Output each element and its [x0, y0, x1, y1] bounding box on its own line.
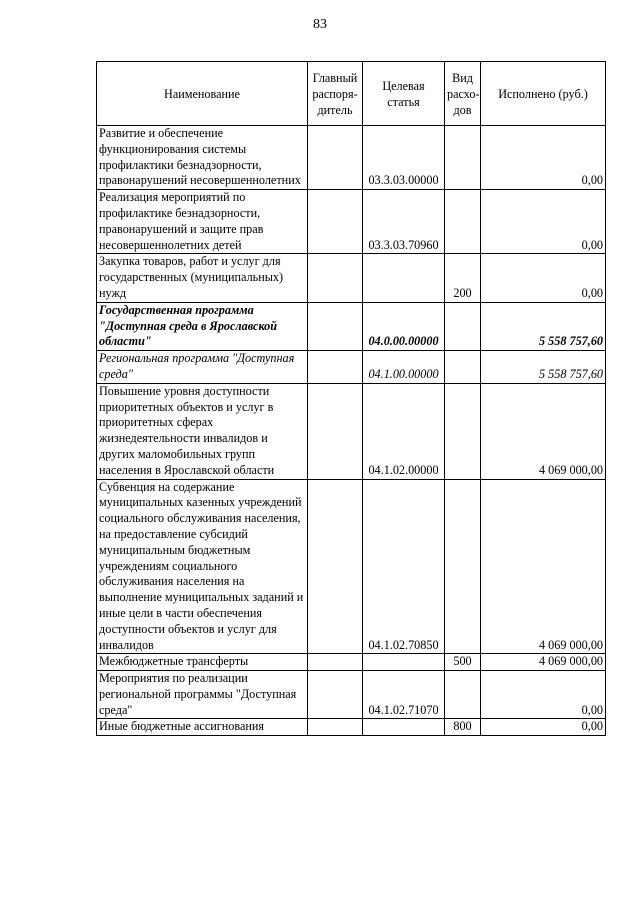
budget-table — [96, 61, 606, 736]
row-target-article: 03.3.03.00000 — [363, 126, 445, 190]
row-executed: 5 558 757,60 — [481, 302, 606, 350]
row-target-article — [363, 654, 445, 671]
row-name: Реализация мероприятий по профилактике безнадзорности, правонарушений и защите прав несовершеннолетних детей — [97, 190, 308, 254]
row-target-article: 04.0.00.00000 — [363, 302, 445, 350]
header-row — [97, 62, 606, 126]
row-executed: 4 069 000,00 — [481, 479, 606, 654]
row-expense-type — [445, 126, 481, 190]
row-name: Региональная программа "Доступная среда" — [97, 351, 308, 384]
row-target-article — [363, 719, 445, 736]
table-row — [97, 654, 606, 671]
table-row — [97, 479, 606, 654]
row-chief-manager — [308, 479, 363, 654]
row-executed: 0,00 — [481, 126, 606, 190]
row-executed: 0,00 — [481, 719, 606, 736]
row-target-article: 04.1.02.00000 — [363, 383, 445, 479]
table-row — [97, 719, 606, 736]
row-name: Государственная программа "Доступная среда в Ярославской области" — [97, 302, 308, 350]
row-executed: 5 558 757,60 — [481, 351, 606, 384]
row-name: Субвенция на содержание муниципальных казенных учреждений социального обслуживания населения, на предоставление субсидий муниципальным бюджетным учреждениям социального обслуживания населения на выполнение муниципальных заданий и иные цели в части обеспечения доступности объектов и услуг для инвалидов — [97, 479, 308, 654]
row-executed: 4 069 000,00 — [481, 383, 606, 479]
row-chief-manager — [308, 351, 363, 384]
row-target-article: 04.1.02.71070 — [363, 671, 445, 719]
header-executed: Исполнено (руб.) — [481, 62, 606, 126]
row-chief-manager — [308, 126, 363, 190]
header-name: Наименование — [97, 62, 308, 126]
row-name: Межбюджетные трансферты — [97, 654, 308, 671]
header-chief-manager: Главный распоря-дитель — [308, 62, 363, 126]
row-expense-type — [445, 479, 481, 654]
table-row — [97, 254, 606, 302]
row-expense-type — [445, 190, 481, 254]
row-expense-type: 800 — [445, 719, 481, 736]
row-name: Закупка товаров, работ и услуг для государственных (муниципальных) нужд — [97, 254, 308, 302]
table-row — [97, 671, 606, 719]
row-name: Иные бюджетные ассигнования — [97, 719, 308, 736]
page-number: 83 — [313, 17, 327, 32]
header-target-article: Целевая статья — [363, 62, 445, 126]
row-chief-manager — [308, 654, 363, 671]
row-expense-type: 200 — [445, 254, 481, 302]
row-executed: 0,00 — [481, 671, 606, 719]
row-name: Развитие и обеспечение функционирования системы профилактики безнадзорности, правонарушений несовершеннолетних — [97, 126, 308, 190]
row-chief-manager — [308, 190, 363, 254]
row-chief-manager — [308, 719, 363, 736]
row-target-article — [363, 254, 445, 302]
table-row — [97, 351, 606, 384]
row-executed: 0,00 — [481, 254, 606, 302]
row-chief-manager — [308, 671, 363, 719]
table-row — [97, 302, 606, 350]
row-chief-manager — [308, 254, 363, 302]
row-expense-type — [445, 383, 481, 479]
row-target-article: 03.3.03.70960 — [363, 190, 445, 254]
row-executed: 4 069 000,00 — [481, 654, 606, 671]
row-expense-type: 500 — [445, 654, 481, 671]
row-expense-type — [445, 351, 481, 384]
row-executed: 0,00 — [481, 190, 606, 254]
table-row — [97, 383, 606, 479]
row-expense-type — [445, 302, 481, 350]
row-expense-type — [445, 671, 481, 719]
table-row — [97, 190, 606, 254]
row-chief-manager — [308, 302, 363, 350]
table-row — [97, 126, 606, 190]
row-name: Мероприятия по реализации региональной программы "Доступная среда" — [97, 671, 308, 719]
header-expense-type: Вид расхо-дов — [445, 62, 481, 126]
row-target-article: 04.1.00.00000 — [363, 351, 445, 384]
row-target-article: 04.1.02.70850 — [363, 479, 445, 654]
row-chief-manager — [308, 383, 363, 479]
row-name: Повышение уровня доступности приоритетных объектов и услуг в приоритетных сферах жизнедеятельности инвалидов и других маломобильных групп населения в Ярославской области — [97, 383, 308, 479]
